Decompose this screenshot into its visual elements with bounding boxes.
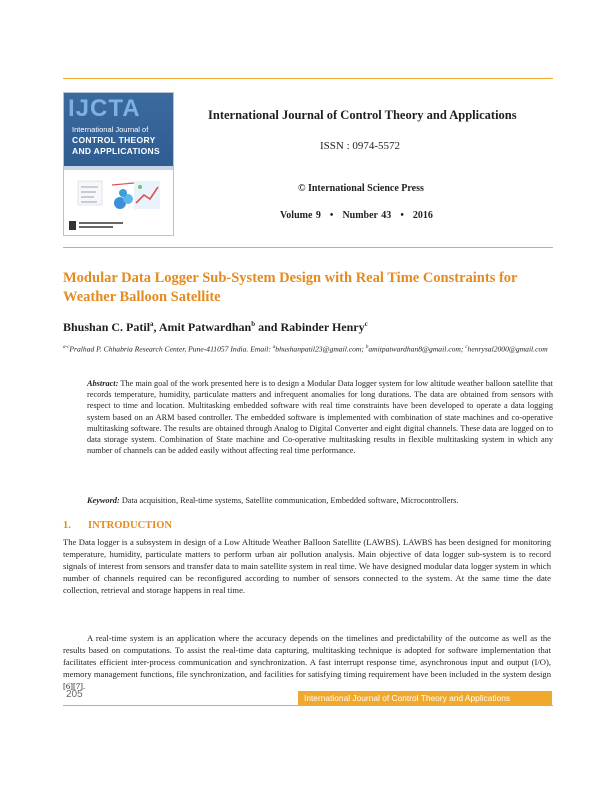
section-title: INTRODUCTION [88, 520, 173, 531]
footer-journal-name: International Journal of Control Theory and Applications [304, 692, 511, 703]
body-paragraph: A real-time system is an application where the accuracy depends on the timelines and predictability of the outcome as well as the results based on computations. To assist the real-time data capturing, multitasking technique is adopted for software implementation that facilitates efficient inter-process communication and synchronization. A fast interrupt response time, asynchronous input and output (I/O), memory management functions, file synchronization, and facilities for satisfying timing requirement have been included in the system design [6][7]. [63, 633, 551, 692]
issn: ISSN : 0974-5572 [320, 140, 401, 152]
cover-figure [76, 177, 164, 215]
year: 2016 [412, 210, 433, 221]
cover-subtitle-line1: International Journal of [72, 125, 149, 134]
author-list [63, 320, 368, 335]
publisher: © International Science Press [298, 183, 424, 194]
email-link[interactable]: bhushanpatil23@gmail.com [275, 344, 362, 354]
abstract-label: Abstract: [87, 379, 119, 388]
volume: Volume 9 [280, 210, 321, 221]
footer-rule [63, 705, 553, 706]
author-name: Bhushan C. Patil [63, 320, 151, 334]
author-affiliation-mark: c [364, 320, 368, 328]
cover-stripe [64, 166, 173, 170]
cover-subtitle [72, 124, 172, 157]
author-name: Amit Patwardhan [158, 320, 252, 334]
journal-title: International Journal of Control Theory and Applications [208, 108, 517, 122]
body-paragraph: The Data logger is a subsystem in design of a Low Altitude Weather Balloon Satellite (LAWBS). LAWBS has been designed for monitoring temperature, humidity, particulate matters to perform urban air pollution analysis. Main objective of data logger sub-system is to record signals of interest from sensors and transfer data to main satellite system in real time. We have designed modular data logger system in which number of channels required can be reconfigured according to number of sensors connected to the system. At the same time the date collection, retrieval and storage happens in real time. [63, 537, 551, 596]
keywords [87, 496, 553, 505]
bullet-separator: • [329, 210, 334, 221]
header-bottom-rule [63, 247, 553, 248]
abstract [87, 378, 553, 456]
section-heading [63, 520, 172, 531]
author-separator: , [153, 320, 159, 334]
footer-banner [298, 691, 552, 705]
keywords-label: Keyword: [87, 496, 120, 505]
author-name: Rabinder Henry [280, 320, 365, 334]
publisher-logo [69, 220, 129, 232]
bullet-separator: • [400, 210, 404, 221]
article-title: Modular Data Logger Sub-System Design with Real Time Constraints for Weather Balloon Satellite [63, 270, 518, 305]
volume-info [280, 210, 433, 221]
cover-subtitle-line2: CONTROL THEORY [72, 135, 156, 145]
author-affiliation-mark: b [251, 320, 256, 328]
email-link[interactable]: amitpatwardhan8@gmail.com [368, 344, 461, 354]
keywords-text: Data acquisition, Real-time systems, Satellite communication, Embedded software, Microcontrollers. [121, 496, 459, 505]
header-top-rule [63, 78, 553, 79]
page-number: 205 [66, 689, 83, 700]
author-affiliation-mark: a [150, 320, 154, 328]
author-separator: and [255, 320, 281, 334]
email-link[interactable]: henrysal2000@gmail.com [467, 344, 548, 354]
affiliation: $^{a-c}$Pralhad P. Chhabria Research Center, Pune-411057 India. Email: $^a$bhushanpatil23@gmail.com; $^b$amitpatwardhan8@gmail.com; $^c$henrysal2000@gmail.com [63, 344, 548, 354]
section-number: 1. [63, 520, 71, 531]
cover-subtitle-line3: AND APPLICATIONS [72, 146, 160, 156]
abstract-text: The main goal of the work presented here is to design a Modular Data logger system for low altitude weather balloon satellite that records temperature, humidity, particulate matters and infrequent anomalies for long durations. The data are obtained from sensors with respect to time and location. Multitasking embedded software with real time constraints have been developed to operate a data logging system based on an ARM based controller. The embedded software is implemented with combination of state machines and co-operative multitasking software. The results are obtained through Analog to Digital Converter and eight digital channels. These data are logged on to data storage system. Combination of State machine and Co-operative multitasking results in flexible multitasking system in which any number of channels can be added easily without affecting real time performance. [87, 379, 553, 456]
cover-brand: IJCTA [68, 95, 141, 122]
issue-number: Number 43 [342, 210, 392, 221]
journal-cover-image [63, 92, 174, 236]
